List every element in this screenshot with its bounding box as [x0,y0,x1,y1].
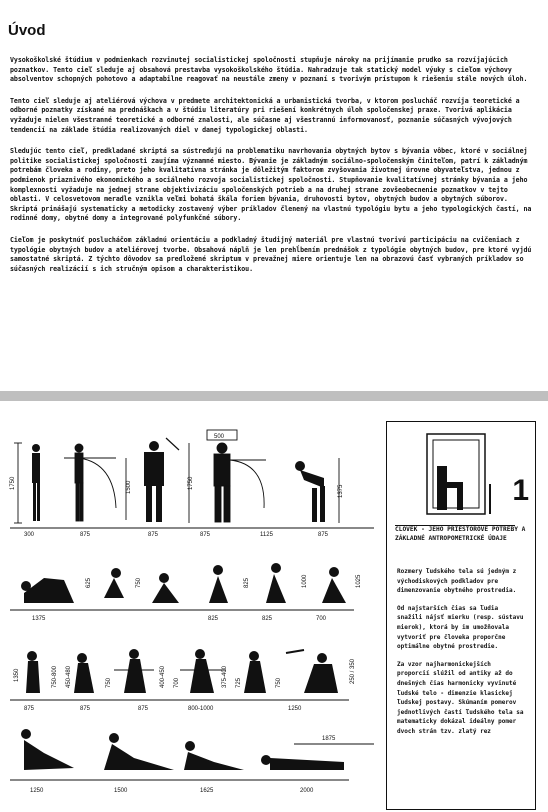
intro-text [10,56,536,286]
dim-r3-h2: 750-800 [52,665,58,688]
dim-r1-w1: 300 [24,532,35,538]
dim-r3-h5: 400-450 [160,665,166,688]
dim-r1-w2: 875 [80,532,91,538]
anthropometric-figure [4,408,382,808]
dim-r2-h3: 825 [244,577,250,588]
standing-front-figure [144,441,164,522]
chapter-title [395,522,529,543]
chapter-panel [386,421,536,810]
dim-r4-w1: 1250 [30,788,44,794]
intro-paragraph-3: Sledujúc tento cieľ, predkladané skriptá sa sústreďujú na problematiku navrhovania obytných bytov s bývania vôbec, ktoré v sociálnej politike socialistickej spoločnosti zaujíma významné miesto. Bývanie je základným sociálno-spoločenským činiteľom, patrí k základným potrebám človeka a rodiny, preto jeho kvalitatívna stránka je dôležitým faktorom zvyšovania životnej úrovne obyvateľstva, jednou z podmienok priaznivého ekonomického a sociálneho rozvoja socialistickej spoločnosti. Stupňovanie kvalitatívnej stránky bývania a jeho komplexnosti vyžaduje na jednej strane objektivizáciu spoločenských potrieb a na druhej strane zovšeobecnenie poznatkov v tejto oblasti. V celosvetovom meradle vznikla veľmi bohatá škála foriem bývania, druhovosti bytov, obytných budov a obytných súborov. Skriptá prinášajú systematicky a metodicky zostavený výber príkladov členený na vlastnú typológiu bytu a jeho typologických častí, na rodinné domy, obytné domy a integrované polyfunkčné súbory. [10,147,532,223]
dim-r3-w2: 875 [80,706,91,712]
intro-paragraph-1: Vysokoškolské štúdium v podmienkach rozvinutej socialistickej spoločnosti stupňuje nároky na prijímanie prudko sa rozvíjajúcich poznatkov. Tento cieľ sleduje aj obsahová prestavba vysokoškolského štúdia. Nahradzuje tak statický model výuky s cieľom výchovy absolventov schopných pohotovo a adaptabilne reagovať na neustále zmeny v poznaní s tvorivým prístupom k riešeniu stále nových úloh. [10,56,528,84]
dim-r2-h5: 1025 [356,574,362,588]
dim-r2-h4: 1000 [302,574,308,588]
dim-r2-w3: 825 [262,616,273,622]
dim-r2-w4: 700 [316,616,327,622]
intro-paragraph-2: Tento cieľ sleduje aj ateliérová výchova v predmete architektonická a urbanistická tvorba, v ktorom poslucháč rozvíja teoretické a odborné poznatky získané na prednáškach a v štúdiu literatúry pri riešení konkrétnych úloh spoločenskej praxe. Tvorivá aplikácia vyžaduje nielen všestranné teoretické a odborné znalosti, ale súčasne aj všestrannú informovanosť, poznanie súčasných vývojových tendencií na základe štúdia realizovaných diel v danej typologickej oblasti. [10,96,520,134]
page-title: Úvod [8,22,46,39]
chapter-body [397,567,525,745]
dim-r1-w4: 875 [200,532,211,538]
dim-r2-h2: 750 [136,577,142,588]
dim-r3-w3: 875 [138,706,149,712]
panel-paragraph-2: Od najstarších čias sa ľudia snažili nájsť mierku (resp. sústavu mierok), ktorá by im umožňovala vytvoriť pre človeka proporčne optimálne obytné prostredie. [397,604,524,651]
dim-r3-h6: 700 [174,677,180,688]
dim-r3-h8: 725 [236,677,242,688]
dim-r3-h9: 750 [276,677,282,688]
dim-r4-w2: 1500 [114,788,128,794]
row-kneeling [10,563,362,622]
standing-reach-figure [64,444,116,521]
dim-r3-w5: 1250 [288,706,302,712]
standing-arms-figure [214,443,266,522]
section-divider [0,391,548,401]
dim-r4-w4: 2000 [300,788,314,794]
standing-side-figure [32,444,40,521]
dim-r1-h3: 1750 [188,476,194,490]
intro-paragraph-4: Cieľom je poskytnúť poslucháčom základnú orientáciu a podkladný študijný materiál pre vlastnú tvorivú participáciu na cvičeniach z typológie obytných budov a ateliérovej tvorbe. Obsahová náplň je len prehĺbením prednášok z typológie obytných budov, pre ktoré vyjdú samostatné skriptá. Z týchto dôvodov sa predložené skriptum v prevažnej miere orientuje len na obrazovú časť vybraných príkladov so súčasných realizácií s ich stručným opisom a charakteristikou. [10,235,532,273]
dim-r3-h1: 1350 [14,668,20,682]
dim-r4-w3: 1625 [200,788,214,794]
dim-r2-h1: 625 [86,577,92,588]
dim-r3-w1: 875 [24,706,35,712]
dim-r1-w6: 875 [318,532,329,538]
dim-r3-h3: 450-480 [66,665,72,688]
panel-paragraph-1: Rozmery ľudského tela sú jedným z východiskových podkladov pre dimenzovanie obytného prostredia. [397,568,517,595]
dim-r3-w4: 800-1000 [188,706,214,712]
dim-r1-h1: 1750 [10,476,16,490]
bending-figure [295,461,325,522]
dim-r1-w5: 1125 [260,532,273,538]
dim-r2-w1: 1375 [32,616,46,622]
dim-r2-w2: 825 [208,616,219,622]
dim-r1-top: 500 [214,434,225,440]
dim-r3-dual: 250 / 350 [350,658,356,684]
dim-r4-w5: 1875 [322,736,336,742]
row-standing [10,430,374,538]
dim-r3-h4: 750 [106,677,112,688]
dim-r3-h7: 375-400 [222,665,228,688]
chapter-number: 1 [512,474,529,507]
dim-r1-h4: 1375 [338,484,344,498]
dim-r1-w3: 875 [148,532,159,538]
panel-paragraph-3: Za vzor najharmonickejších proporcií slúžil od antiky až do dnešných čias harmonicky vyvinuté ľudské telo - dimenzie klasickej ľudskej postavy. Skúmaním pomerov jednotlivých častí ľudského tela sa matematicky dokázal ideálny pomer dvoch strán tzv. zlatý rez [397,660,524,735]
chapter-emblem [393,430,529,518]
chapter-title-text: ČLOVEK - JEHO PRIESTOROVÉ POTREBY A ZÁKLADNÉ ANTROPOMETRICKÉ ÚDAJE [395,526,526,542]
row-reclining [10,729,374,794]
row-seated [10,649,356,712]
dim-r1-h2: 1500 [126,480,132,494]
